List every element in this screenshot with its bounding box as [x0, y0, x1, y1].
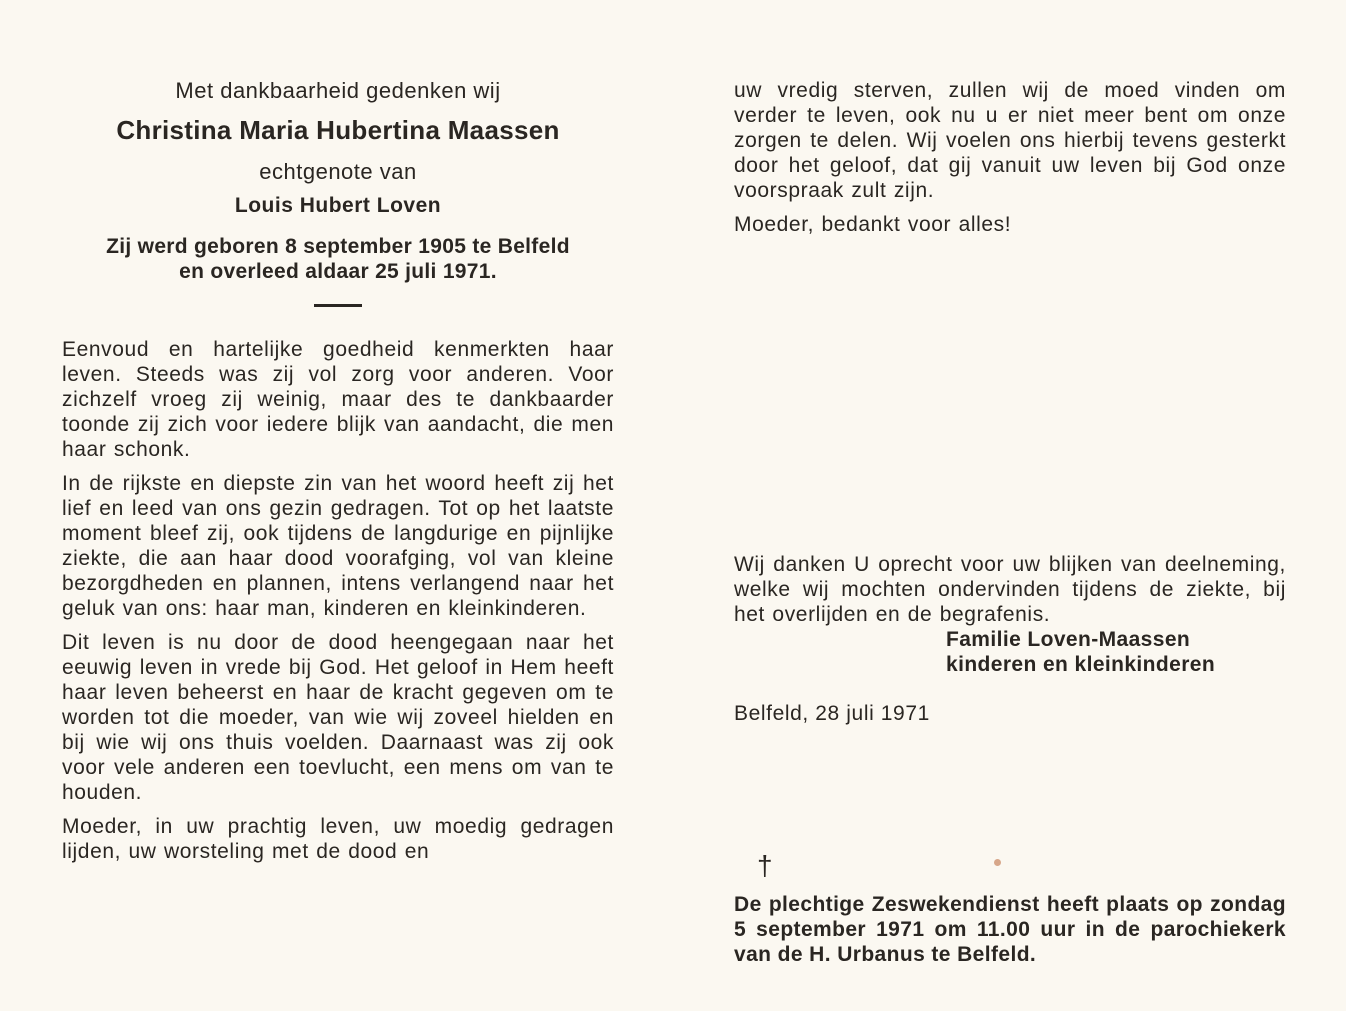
tribute-paragraph-3: Dit leven is nu door de dood heengegaan naar het eeuwig leven in vrede bij God. Het geloof in Hem heeft haar leven beheerst en haar de kracht gegeven om te worden tot die moeder, van wie wij zoveel hielden en bij wie wij ons thuis voelden. Daarnaast was zij ook voor vele anderen een toevlucht, een mens om van te houden.: [62, 631, 614, 804]
divider-rule: [314, 304, 362, 307]
death-date-line: en overleed aldaar 25 juli 1971.: [179, 260, 497, 283]
spouse-name: Louis Hubert Loven: [234, 194, 442, 217]
thanks-section: [734, 552, 1286, 726]
tribute-paragraph-1: Eenvoud en hartelijke goedheid kenmerkten haar leven. Steeds was zij vol zorg voor anderen. Voor zichzelf vroeg zij weinig, maar des te dankbaarder toonde zij zich voor iedere blijk van aandacht, die men haar schonk.: [62, 338, 614, 461]
service-section: [734, 892, 1286, 967]
signature-family: Familie Loven-Maassen: [946, 628, 1191, 651]
tribute-continuation: uw vredig sterven, zullen wij de moed vinden om verder te leven, ook nu u er niet meer bent om onze zorgen te delen. Wij voelen ons hierbij tevens gesterkt door het geloof, dat gij vanuit uw leven bij God onze voorspraak zult zijn.: [734, 79, 1286, 202]
thanks-paragraph: Wij danken U oprecht voor uw blijken van deelneming, welke wij mochten ondervinden tijdens de ziekte, bij het overlijden en de begrafenis.: [734, 553, 1286, 626]
closing-line: Moeder, bedankt voor alles!: [734, 213, 1012, 236]
service-announcement: De plechtige Zeswekendienst heeft plaats op zondag 5 september 1971 om 11.00 uur in de parochiekerk van de H. Urbanus te Belfeld.: [734, 893, 1286, 966]
left-column: [62, 76, 614, 864]
cross-icon: †: [757, 850, 773, 881]
intro-line: Met dankbaarheid gedenken wij: [175, 78, 501, 103]
deceased-name: Christina Maria Hubertina Maassen: [116, 115, 560, 145]
signature-children: kinderen en kleinkinderen: [946, 653, 1216, 676]
tribute-paragraph-2: In de rijkste en diepste zin van het woord heeft zij het lief en leed van ons gezin gedragen. Tot op het laatste moment bleef zij, ook tijdens de langdurige en pijnlijke ziekte, die aan haar dood voorafging, vol van kleine bezorgdheden en plannen, intens verlangend naar het geluk van ons: haar man, kinderen en kleinkinderen.: [62, 472, 614, 620]
place-date: Belfeld, 28 juli 1971: [734, 702, 930, 725]
spouse-label: echtgenote van: [259, 159, 417, 184]
paper-speck: [994, 859, 1001, 866]
birth-date-line: Zij werd geboren 8 september 1905 te Belfeld: [106, 235, 570, 258]
tribute-paragraph-4: Moeder, in uw prachtig leven, uw moedig gedragen lijden, uw worsteling met de dood en: [62, 815, 614, 863]
right-column: [734, 78, 1286, 237]
